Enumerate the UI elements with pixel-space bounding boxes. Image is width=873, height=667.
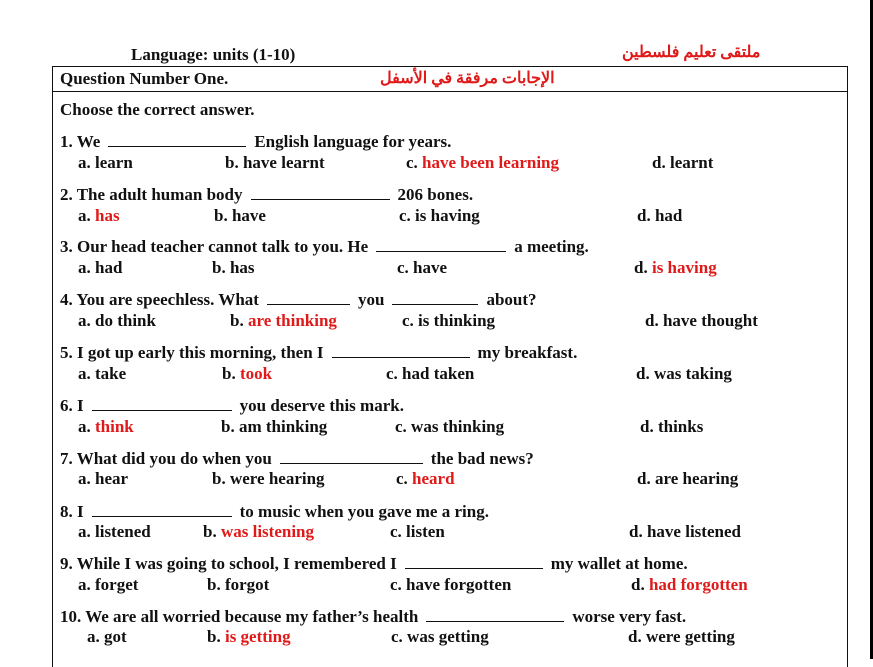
option-text: was thinking bbox=[411, 417, 505, 436]
option-letter: b. bbox=[207, 627, 225, 646]
question-5-option-b[interactable] bbox=[222, 364, 272, 384]
option-letter: b. bbox=[207, 575, 225, 594]
option-letter: d. bbox=[628, 627, 646, 646]
question-6-option-a[interactable] bbox=[78, 417, 134, 437]
question-stem-start: 8. I bbox=[60, 502, 84, 521]
option-letter: a. bbox=[78, 417, 95, 436]
option-text: got bbox=[104, 627, 127, 646]
question-stem-end: 206 bones. bbox=[397, 185, 474, 204]
option-letter: c. bbox=[396, 469, 413, 488]
question-1-option-a[interactable] bbox=[78, 153, 133, 173]
option-text: have listened bbox=[646, 522, 741, 541]
question-8-stem bbox=[60, 502, 489, 522]
question-stem-end: my wallet at home. bbox=[550, 554, 688, 573]
option-letter: d. bbox=[631, 575, 649, 594]
question-5-option-a[interactable] bbox=[78, 364, 126, 384]
question-stem-start: 4. You are speechless. What bbox=[60, 290, 259, 309]
option-letter: c. bbox=[399, 206, 416, 225]
question-10-option-d[interactable] bbox=[628, 627, 735, 647]
answer-blank[interactable] bbox=[92, 396, 232, 411]
option-letter: b. bbox=[230, 311, 248, 330]
answer-blank[interactable] bbox=[251, 185, 390, 200]
question-stem-start: 7. What did you do when you bbox=[60, 449, 272, 468]
option-letter: b. bbox=[212, 469, 230, 488]
option-letter: b. bbox=[221, 417, 239, 436]
header-divider bbox=[52, 91, 847, 92]
question-stem-start: 9. While I was going to school, I remembered I bbox=[60, 554, 397, 573]
option-letter: b. bbox=[212, 258, 230, 277]
option-letter: b. bbox=[214, 206, 232, 225]
question-4-option-b[interactable] bbox=[230, 311, 337, 331]
question-7-option-b[interactable] bbox=[212, 469, 325, 489]
answer-blank[interactable] bbox=[267, 290, 350, 305]
option-text: do think bbox=[95, 311, 156, 330]
correct-answer-text: is having bbox=[651, 258, 717, 277]
question-4-option-d[interactable] bbox=[645, 311, 758, 331]
option-letter: c. bbox=[386, 364, 403, 383]
instruction: Choose the correct answer. bbox=[60, 100, 255, 119]
option-text: are hearing bbox=[654, 469, 739, 488]
question-9-option-c[interactable] bbox=[390, 575, 511, 595]
correct-answer-text: had forgotten bbox=[648, 575, 748, 594]
answer-blank[interactable] bbox=[426, 607, 564, 622]
question-stem-end: the bad news? bbox=[430, 449, 534, 468]
option-letter: c. bbox=[402, 311, 419, 330]
option-letter: b. bbox=[222, 364, 240, 383]
question-7-option-c[interactable] bbox=[396, 469, 455, 489]
option-text: have learnt bbox=[242, 153, 325, 172]
question-stem-end: to music when you gave me a ring. bbox=[239, 502, 489, 521]
question-6-option-b[interactable] bbox=[221, 417, 327, 437]
option-letter: d. bbox=[645, 311, 663, 330]
question-9-stem bbox=[60, 554, 688, 574]
question-8-option-a[interactable] bbox=[78, 522, 151, 542]
option-text: have bbox=[231, 206, 266, 225]
option-text: hear bbox=[95, 469, 129, 488]
question-8-option-d[interactable] bbox=[629, 522, 741, 542]
question-2-option-d[interactable] bbox=[637, 206, 682, 226]
answer-blank[interactable] bbox=[92, 502, 232, 517]
option-letter: a. bbox=[78, 522, 95, 541]
option-text: learnt bbox=[669, 153, 714, 172]
option-text: were hearing bbox=[229, 469, 325, 488]
option-letter: d. bbox=[637, 469, 655, 488]
option-letter: a. bbox=[78, 258, 95, 277]
correct-answer-text: has bbox=[95, 206, 120, 225]
answer-blank[interactable] bbox=[332, 343, 470, 358]
question-stem-start: 3. Our head teacher cannot talk to you. He bbox=[60, 237, 369, 256]
question-stem-end: a meeting. bbox=[514, 237, 589, 256]
question-4-option-a[interactable] bbox=[78, 311, 156, 331]
question-10-option-c[interactable] bbox=[391, 627, 489, 647]
option-text: forgot bbox=[224, 575, 270, 594]
question-2-option-c[interactable] bbox=[399, 206, 480, 226]
option-letter: a. bbox=[78, 469, 95, 488]
option-text: is having bbox=[415, 206, 480, 225]
question-1-option-d[interactable] bbox=[652, 153, 713, 173]
question-5-option-d[interactable] bbox=[636, 364, 732, 384]
answers-note: الإجابات مرفقة في الأسفل bbox=[380, 70, 555, 87]
option-text: listened bbox=[95, 522, 151, 541]
correct-answer-text: think bbox=[95, 417, 134, 436]
question-8-option-c[interactable] bbox=[390, 522, 445, 542]
option-text: take bbox=[95, 364, 127, 383]
option-text: have bbox=[413, 258, 448, 277]
question-label: Question Number One. bbox=[60, 69, 229, 88]
option-letter: a. bbox=[78, 153, 95, 172]
option-letter: a. bbox=[78, 364, 95, 383]
correct-answer-text: heard bbox=[412, 469, 455, 488]
question-stem-start: 5. I got up early this morning, then I bbox=[60, 343, 324, 362]
option-text: thinks bbox=[657, 417, 704, 436]
option-letter: d. bbox=[637, 206, 655, 225]
option-letter: d. bbox=[636, 364, 654, 383]
option-letter: a. bbox=[87, 627, 104, 646]
correct-answer-text: was listening bbox=[220, 522, 315, 541]
option-letter: c. bbox=[395, 417, 412, 436]
question-10-option-b[interactable] bbox=[207, 627, 291, 647]
question-7-stem bbox=[60, 449, 534, 469]
option-letter: d. bbox=[652, 153, 670, 172]
option-text: have thought bbox=[662, 311, 758, 330]
question-7-option-d[interactable] bbox=[637, 469, 738, 489]
question-6-stem bbox=[60, 396, 404, 416]
question-3-stem bbox=[60, 237, 589, 257]
option-letter: a. bbox=[78, 575, 95, 594]
answer-blank[interactable] bbox=[108, 132, 246, 147]
question-stem-start: 1. We bbox=[60, 132, 101, 151]
question-5-stem bbox=[60, 343, 577, 363]
option-letter: d. bbox=[634, 258, 652, 277]
correct-answer-text: took bbox=[239, 364, 273, 383]
question-4-option-c[interactable] bbox=[402, 311, 495, 331]
question-9-option-b[interactable] bbox=[207, 575, 269, 595]
question-10-stem bbox=[60, 607, 686, 627]
question-stem-start: 10. We are all worried because my father’s health bbox=[60, 607, 419, 626]
question-3-option-b[interactable] bbox=[212, 258, 255, 278]
option-letter: b. bbox=[225, 153, 243, 172]
option-letter: b. bbox=[203, 522, 221, 541]
option-text: is thinking bbox=[418, 311, 496, 330]
option-letter: a. bbox=[78, 311, 95, 330]
question-stem-end: you deserve this mark. bbox=[239, 396, 404, 415]
question-1-option-c[interactable] bbox=[406, 153, 559, 173]
question-stem-start: 2. The adult human body bbox=[60, 185, 243, 204]
option-text: am thinking bbox=[238, 417, 328, 436]
option-text: forget bbox=[95, 575, 139, 594]
option-text: was getting bbox=[407, 627, 489, 646]
option-text: was taking bbox=[653, 364, 732, 383]
option-text: learn bbox=[95, 153, 133, 172]
correct-answer-text: have been learning bbox=[422, 153, 559, 172]
answer-blank[interactable] bbox=[280, 449, 423, 464]
question-stem-end: about? bbox=[486, 290, 537, 309]
option-letter: c. bbox=[397, 258, 414, 277]
option-letter: d. bbox=[629, 522, 647, 541]
question-3-option-d[interactable] bbox=[634, 258, 717, 278]
option-text: were getting bbox=[645, 627, 735, 646]
option-letter: c. bbox=[406, 153, 423, 172]
site-name: ملتقى تعليم فلسطين bbox=[622, 44, 761, 61]
option-letter: c. bbox=[391, 627, 408, 646]
question-stem-start: 6. I bbox=[60, 396, 84, 415]
question-4-stem bbox=[60, 290, 537, 310]
page-title: Language: units (1-10) bbox=[131, 45, 296, 64]
question-7-option-a[interactable] bbox=[78, 469, 128, 489]
question-3-option-a[interactable] bbox=[78, 258, 122, 278]
option-text: had bbox=[95, 258, 123, 277]
option-text: have forgotten bbox=[406, 575, 512, 594]
question-5-option-c[interactable] bbox=[386, 364, 474, 384]
question-2-option-a[interactable] bbox=[78, 206, 120, 226]
option-text: had taken bbox=[402, 364, 475, 383]
question-3-option-c[interactable] bbox=[397, 258, 447, 278]
question-6-option-d[interactable] bbox=[640, 417, 703, 437]
question-stem-middle: you bbox=[357, 290, 385, 309]
question-2-option-b[interactable] bbox=[214, 206, 266, 226]
question-2-stem bbox=[60, 185, 473, 205]
question-1-option-b[interactable] bbox=[225, 153, 325, 173]
question-9-option-d[interactable] bbox=[631, 575, 748, 595]
question-9-option-a[interactable] bbox=[78, 575, 138, 595]
option-text: had bbox=[654, 206, 683, 225]
answer-blank[interactable] bbox=[376, 237, 506, 252]
correct-answer-text: is getting bbox=[224, 627, 291, 646]
option-letter: c. bbox=[390, 575, 407, 594]
option-letter: c. bbox=[390, 522, 407, 541]
question-10-option-a[interactable] bbox=[87, 627, 127, 647]
question-8-option-b[interactable] bbox=[203, 522, 314, 542]
correct-answer-text: are thinking bbox=[247, 311, 337, 330]
option-text: listen bbox=[406, 522, 445, 541]
option-text: has bbox=[229, 258, 255, 277]
question-stem-end: my breakfast. bbox=[477, 343, 578, 362]
question-stem-end: English language for years. bbox=[254, 132, 452, 151]
question-stem-end: worse very fast. bbox=[572, 607, 687, 626]
question-6-option-c[interactable] bbox=[395, 417, 504, 437]
question-1-stem bbox=[60, 132, 451, 152]
option-letter: a. bbox=[78, 206, 95, 225]
answer-blank[interactable] bbox=[392, 290, 478, 305]
option-letter: d. bbox=[640, 417, 658, 436]
answer-blank[interactable] bbox=[405, 554, 543, 569]
